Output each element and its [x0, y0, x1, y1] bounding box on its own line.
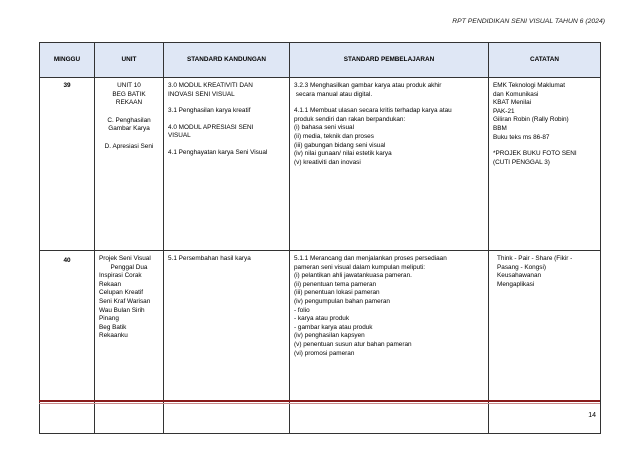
- unit-line: REKAAN: [115, 99, 143, 107]
- unit-line: Celupan Kreatif: [99, 289, 144, 297]
- week-cell: 40: [40, 251, 95, 434]
- unit-line: Gambar Karya: [108, 125, 150, 133]
- catatan-cell: [489, 251, 601, 434]
- col-header-minggu: MINGGU: [40, 43, 95, 78]
- pembelajaran-line: - karya atau produk: [294, 315, 350, 323]
- unit-cell: [95, 78, 164, 251]
- pembelajaran-line: 3.2.3 Menghasilkan gambar karya atau produk akhir: [294, 82, 442, 89]
- kandungan-line: 3.0 MODUL KREATIVITI DAN: [168, 82, 253, 89]
- pembelajaran-line: 5.1.1 Merancang dan menjalankan proses persediaan: [294, 255, 447, 262]
- document-header-title: RPT PENDIDIKAN SENI VISUAL TAHUN 6 (2024): [452, 18, 605, 25]
- catatan-line: Pasang - Kongsi): [497, 263, 547, 271]
- catatan-line: Giliran Robin (Rally Robin): [493, 116, 569, 124]
- pembelajaran-line: (vi) promosi pameran: [294, 349, 355, 357]
- kandungan-line: VISUAL: [168, 132, 191, 140]
- catatan-line: Buku teks ms 86-87: [493, 133, 550, 141]
- unit-line: BEG BATIK: [112, 90, 146, 98]
- kandungan-cell: [164, 251, 290, 434]
- pembelajaran-line: - folio: [294, 306, 310, 314]
- unit-line: Beg Batik: [99, 323, 127, 331]
- catatan-cell: [489, 78, 601, 251]
- table-row: [40, 78, 601, 251]
- unit-line: Inspirasi Corak: [99, 272, 142, 280]
- pembelajaran-line: (i) pelantikan ahli jawatankuasa pameran.: [294, 272, 412, 280]
- pembelajaran-line: 4.1.1 Membuat ulasan secara kritis terhadap karya atau: [294, 107, 452, 115]
- unit-line: Penggal Dua: [110, 263, 148, 271]
- kandungan-line: 5.1 Persembahan hasil karya: [168, 255, 251, 262]
- footer-divider-thin: [39, 403, 600, 404]
- unit-line: D. Apresiasi Seni: [104, 142, 154, 150]
- kandungan-line: 3.1 Penghasilan karya kreatif: [168, 107, 251, 115]
- unit-line: Rekaan: [99, 280, 122, 288]
- catatan-line: Think - Pair - Share (Fikir -: [497, 255, 573, 262]
- catatan-line: PAK-21: [493, 107, 515, 115]
- pembelajaran-line: (v) kreativiti dan inovasi: [294, 158, 361, 166]
- table-row: [40, 251, 601, 434]
- unit-line: Wau Bulan Sirih: [99, 306, 145, 314]
- kandungan-cell: [164, 78, 290, 251]
- pembelajaran-line: - gambar karya atau produk: [294, 323, 373, 331]
- pembelajaran-line: (ii) penentuan tema pameran: [294, 280, 377, 288]
- kandungan-line: 4.0 MODUL APRESIASI SENI: [168, 123, 254, 131]
- unit-line: Projek Seni Visual: [99, 255, 151, 262]
- lesson-plan-table: [39, 42, 601, 434]
- kandungan-line: 4.1 Penghayatan karya Seni Visual: [168, 148, 268, 156]
- week-cell: 39: [40, 78, 95, 251]
- pembelajaran-cell: [290, 251, 489, 434]
- pembelajaran-line: (ii) media, teknik dan proses: [294, 132, 374, 140]
- catatan-line: BBM: [493, 124, 507, 132]
- catatan-line: EMK Teknologi Maklumat: [493, 82, 565, 89]
- pembelajaran-line: secara manual atau digital.: [294, 90, 373, 98]
- col-header-pembelajaran: STANDARD PEMBELAJARAN: [290, 43, 489, 78]
- pembelajaran-line: (iv) nilai gunaan/ nilai estetik karya: [294, 150, 392, 158]
- pembelajaran-line: produk sendiri dan rakan berpandukan:: [294, 115, 406, 123]
- catatan-line: (CUTI PENGGAL 3): [493, 158, 550, 166]
- pembelajaran-line: pameran seni visual dalam kumpulan meliputi:: [294, 263, 426, 271]
- unit-line: Rekaanku: [99, 332, 128, 340]
- col-header-catatan: CATATAN: [489, 43, 601, 78]
- unit-line: Seni Kraf Warisan: [99, 297, 151, 305]
- catatan-line: Mengaplikasi: [497, 280, 535, 288]
- unit-cell: [95, 251, 164, 434]
- page-number: 14: [588, 412, 596, 419]
- pembelajaran-line: (v) penentuan susun atur bahan pameran: [294, 340, 412, 348]
- catatan-line: KBAT Menilai: [493, 99, 532, 107]
- col-header-unit: UNIT: [95, 43, 164, 78]
- catatan-line: *PROJEK BUKU FOTO SENI: [493, 150, 577, 158]
- pembelajaran-line: (iii) gabungan bidang seni visual: [294, 141, 386, 149]
- unit-line: UNIT 10: [117, 82, 141, 89]
- pembelajaran-line: (i) bahasa seni visual: [294, 124, 355, 132]
- unit-line: C. Penghasilan: [107, 116, 151, 124]
- footer-divider: [39, 400, 600, 402]
- table-header-row: [40, 43, 601, 78]
- catatan-line: dan Komunikasi: [493, 90, 539, 98]
- col-header-kandungan: STANDARD KANDUNGAN: [164, 43, 290, 78]
- pembelajaran-cell: [290, 78, 489, 251]
- kandungan-line: INOVASI SENI VISUAL: [168, 90, 235, 98]
- pembelajaran-line: (iv) penghasilan kapsyen: [294, 332, 365, 340]
- pembelajaran-line: (iv) pengumpulan bahan pameran: [294, 297, 390, 305]
- catatan-line: Keusahawanan: [497, 272, 542, 280]
- pembelajaran-line: (iii) penentuan lokasi pameran: [294, 289, 380, 297]
- unit-line: Pinang: [99, 315, 119, 323]
